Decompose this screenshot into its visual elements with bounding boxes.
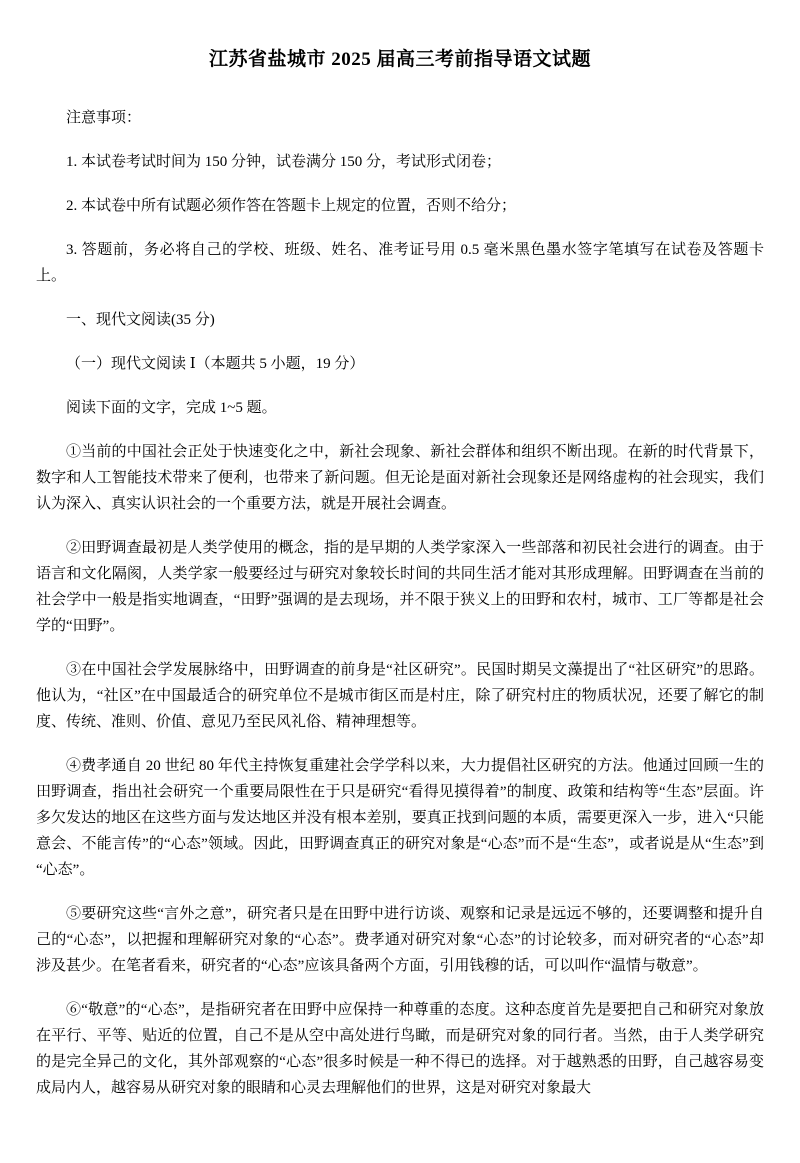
- body-paragraph-2: ②田野调查最初是人类学使用的概念，指的是早期的人类学家深入一些部落和初民社会进行的调查。由于语言和文化隔阂，人类学家一般要经过与研究对象较长时间的共同生活才能对其形成理解。田野调查在当前的社会学中一般是指实地调查，“田野”强调的是去现场，并不限于狭义上的田野和农村，城市、工厂等都是社会学的“田野”。: [36, 540, 764, 634]
- body-paragraph-5: ⑤要研究这些“言外之意”，研究者只是在田野中进行访谈、观察和记录是远远不够的，还要调整和提升自己的“心态”，以把握和理解研究对象的“心态”。费孝通对研究对象“心态”的讨论较多，而对研究者的“心态”却涉及甚少。在笔者看来，研究者的“心态”应该具备两个方面，引用钱穆的话，可以叫作“温情与敬意”。: [36, 906, 764, 974]
- section-one-heading: 一、现代文阅读(35 分): [66, 312, 215, 328]
- notice-item-3: 3. 答题前，务必将自己的学校、班级、姓名、准考证号用 0.5 毫米黑色墨水签字笔填写在试卷及答题卡上。: [36, 242, 764, 284]
- reading-instruction: 阅读下面的文字，完成 1~5 题。: [66, 400, 277, 416]
- body-paragraph-3: ③在中国社会学发展脉络中，田野调查的前身是“社区研究”。民国时期吴文藻提出了“社区研究”的思路。他认为，“社区”在中国最适合的研究单位不是城市街区而是村庄，除了研究村庄的物质状况，还要了解它的制度、传统、准则、价值、意见乃至民风礼俗、精神理想等。: [36, 662, 764, 730]
- notice-item-2: 2. 本试卷中所有试题必须作答在答题卡上规定的位置，否则不给分；: [66, 198, 517, 214]
- body-paragraph-4: ④费孝通自 20 世纪 80 年代主持恢复重建社会学学科以来，大力提倡社区研究的方法。他通过回顾一生的田野调查，指出社会研究一个重要局限性在于只是研究“看得见摸得着”的制度、政策和结构等“生态”层面。许多欠发达的地区在这些方面与发达地区并没有根本差别，要真正找到问题的本质，需要更深入一步，进入“只能意会、不能言传”的“心态”领域。因此，田野调查真正的研究对象是“心态”而不是“生态”，或者说是从“生态”到“心态”。: [36, 758, 764, 878]
- subsection-heading: （一）现代文阅读 Ⅰ（本题共 5 小题，19 分）: [66, 356, 365, 372]
- body-paragraph-6: ⑥“敬意”的“心态”，是指研究者在田野中应保持一种尊重的态度。这种态度首先是要把自己和研究对象放在平行、平等、贴近的位置，自己不是从空中高处进行鸟瞰，而是研究对象的同行者。当然，由于人类学研究的是完全异己的文化，其外部观察的“心态”很多时候是一种不得已的选择。对于越熟悉的田野，自己越容易变成局内人，越容易从研究对象的眼睛和心灵去理解他们的世界，这是对研究对象最大: [36, 1002, 764, 1096]
- notice-heading: 注意事项：: [66, 110, 142, 126]
- page-title: 江苏省盐城市 2025 届高三考前指导语文试题: [208, 49, 591, 70]
- body-paragraph-1: ①当前的中国社会正处于快速变化之中，新社会现象、新社会群体和组织不断出现。在新的时代背景下，数字和人工智能技术带来了便利，也带来了新问题。但无论是面对新社会现象还是网络虚构的社会现实，我们认为深入、真实认识社会的一个重要方法，就是开展社会调查。: [36, 444, 764, 512]
- notice-item-1: 1. 本试卷考试时间为 150 分钟，试卷满分 150 分，考试形式闭卷；: [66, 154, 502, 170]
- document-body: [36, 105, 764, 1101]
